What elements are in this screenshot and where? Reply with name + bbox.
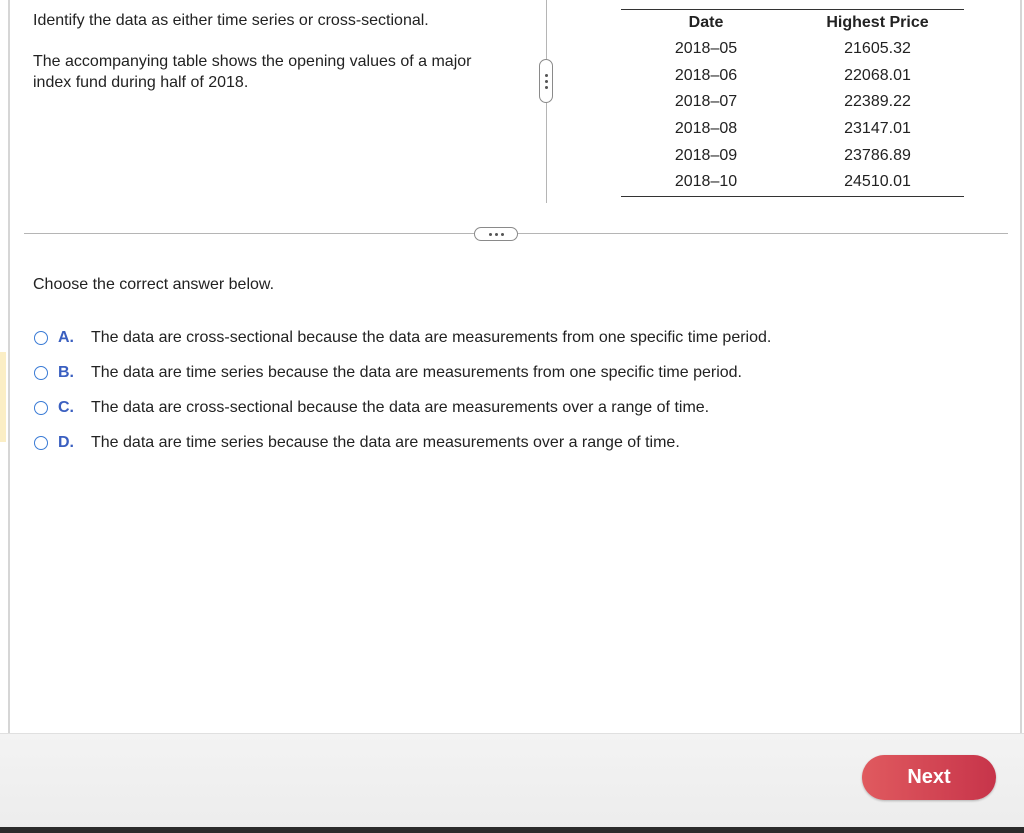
- handle-dot: [501, 233, 504, 236]
- horizontal-resize-handle[interactable]: [474, 227, 518, 241]
- answer-marker: [0, 352, 6, 442]
- option-letter: D.: [58, 434, 74, 451]
- handle-dot: [489, 233, 492, 236]
- price-cell: 22389.22: [844, 93, 911, 111]
- next-button[interactable]: Next: [862, 755, 996, 800]
- price-cell: 23786.89: [844, 146, 911, 164]
- table-row: [621, 36, 964, 63]
- table-row: [621, 89, 964, 116]
- radio-button[interactable]: [34, 366, 48, 380]
- radio-button[interactable]: [34, 436, 48, 450]
- price-cell: 23147.01: [844, 120, 911, 138]
- table-row: [621, 116, 964, 143]
- question-instruction: Identify the data as either time series or cross-sectional.: [33, 12, 429, 29]
- date-cell: 2018–10: [674, 173, 738, 191]
- option-letter: C.: [58, 399, 74, 416]
- handle-dot: [545, 80, 548, 83]
- answer-prompt: Choose the correct answer below.: [33, 276, 275, 293]
- table-row: [621, 63, 964, 90]
- handle-dot: [495, 233, 498, 236]
- price-cell: 21605.32: [844, 40, 911, 58]
- question-description: The accompanying table shows the opening values of a major index fund during half of 2018.: [33, 53, 472, 91]
- table-row: [621, 142, 964, 169]
- option-text: The data are cross-sectional because the data are measurements from one specific time period.: [91, 329, 772, 346]
- table-row: [621, 169, 964, 196]
- right-border: [1020, 0, 1022, 733]
- answer-option-b[interactable]: [34, 362, 742, 384]
- left-border: [8, 0, 10, 733]
- answer-option-d[interactable]: [34, 432, 680, 454]
- answer-option-a[interactable]: [34, 327, 771, 349]
- answer-option-c[interactable]: [34, 397, 709, 419]
- option-text: The data are time series because the data are measurements from one specific time period.: [91, 364, 742, 381]
- price-cell: 24510.01: [844, 173, 911, 191]
- table-header-row: [621, 10, 964, 37]
- date-cell: 2018–09: [674, 146, 738, 164]
- date-column-header: Date: [688, 14, 724, 31]
- date-cell: 2018–07: [674, 93, 738, 111]
- price-cell: 22068.01: [844, 66, 911, 84]
- price-column-header: Highest Price: [826, 14, 929, 31]
- radio-button[interactable]: [34, 401, 48, 415]
- footer-bottom-border: [0, 827, 1024, 833]
- price-table: [621, 9, 964, 197]
- handle-dot: [545, 74, 548, 77]
- option-letter: A.: [58, 329, 74, 346]
- date-cell: 2018–08: [674, 120, 738, 138]
- date-cell: 2018–05: [674, 40, 738, 58]
- date-cell: 2018–06: [674, 66, 738, 84]
- option-text: The data are time series because the data are measurements over a range of time.: [91, 434, 680, 451]
- vertical-resize-handle[interactable]: [539, 59, 553, 103]
- radio-button[interactable]: [34, 331, 48, 345]
- option-letter: B.: [58, 364, 74, 381]
- handle-dot: [545, 86, 548, 89]
- option-text: The data are cross-sectional because the data are measurements over a range of time.: [91, 399, 710, 416]
